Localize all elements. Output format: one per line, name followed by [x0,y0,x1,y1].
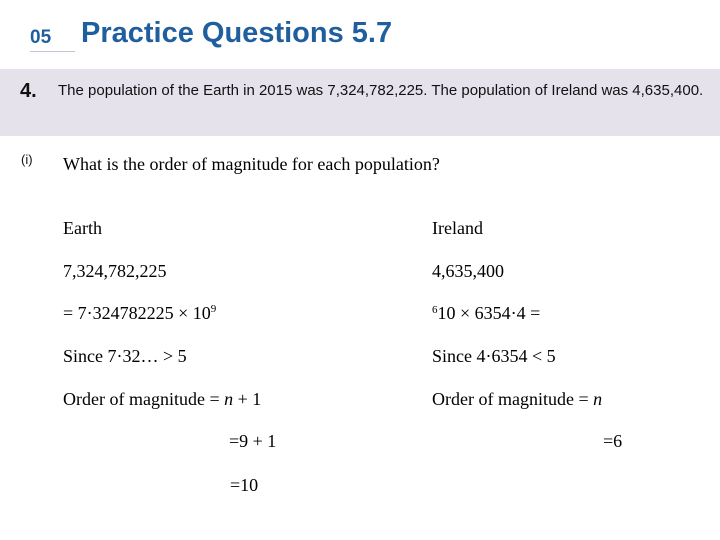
earth-heading: Earth [63,218,102,238]
earth-order-label-suffix: + 1 [233,389,262,409]
earth-exponent: 9 [210,303,217,315]
earth-order-label [63,389,261,410]
earth-population: 7,324,782,225 [63,261,167,281]
earth-result: =10 [230,475,259,495]
ireland-result: =6 [603,431,623,451]
question-number: 4. [20,80,37,102]
question-band [0,69,720,136]
ireland-scientific-notation [432,303,540,324]
earth-order-label-prefix: Order of magnitude = [63,389,225,409]
ireland-order-variable: n [593,389,603,409]
earth-step-1: =9 + 1 [229,431,277,451]
ireland-order-label [432,389,602,410]
ireland-population: 4,635,400 [432,261,504,281]
part-prompt: What is the order of magnitude for each population? [63,154,440,174]
ireland-order-label-prefix: Order of magnitude = [432,389,594,409]
earth-comparison: Since 7·32… > 5 [63,346,187,366]
earth-scientific-mantissa: = 7·324782225 × 10 [63,303,211,323]
earth-order-variable: n [224,389,234,409]
ireland-exponent: 6 [432,304,438,316]
ireland-heading: Ireland [432,218,483,238]
title-underline [30,51,75,52]
page-title: Practice Questions 5.7 [81,17,393,49]
part-label: (i) [21,152,33,167]
question-text: The population of the Earth in 2015 was 7,324,782,225. The population of Ireland was 4,635,400. [58,82,704,99]
earth-scientific-notation [63,303,216,324]
ireland-scientific-rest: 10 × 6354·4 = [437,303,541,323]
ireland-comparison: Since 4·6354 < 5 [432,346,556,366]
chapter-number: 05 [30,27,52,48]
